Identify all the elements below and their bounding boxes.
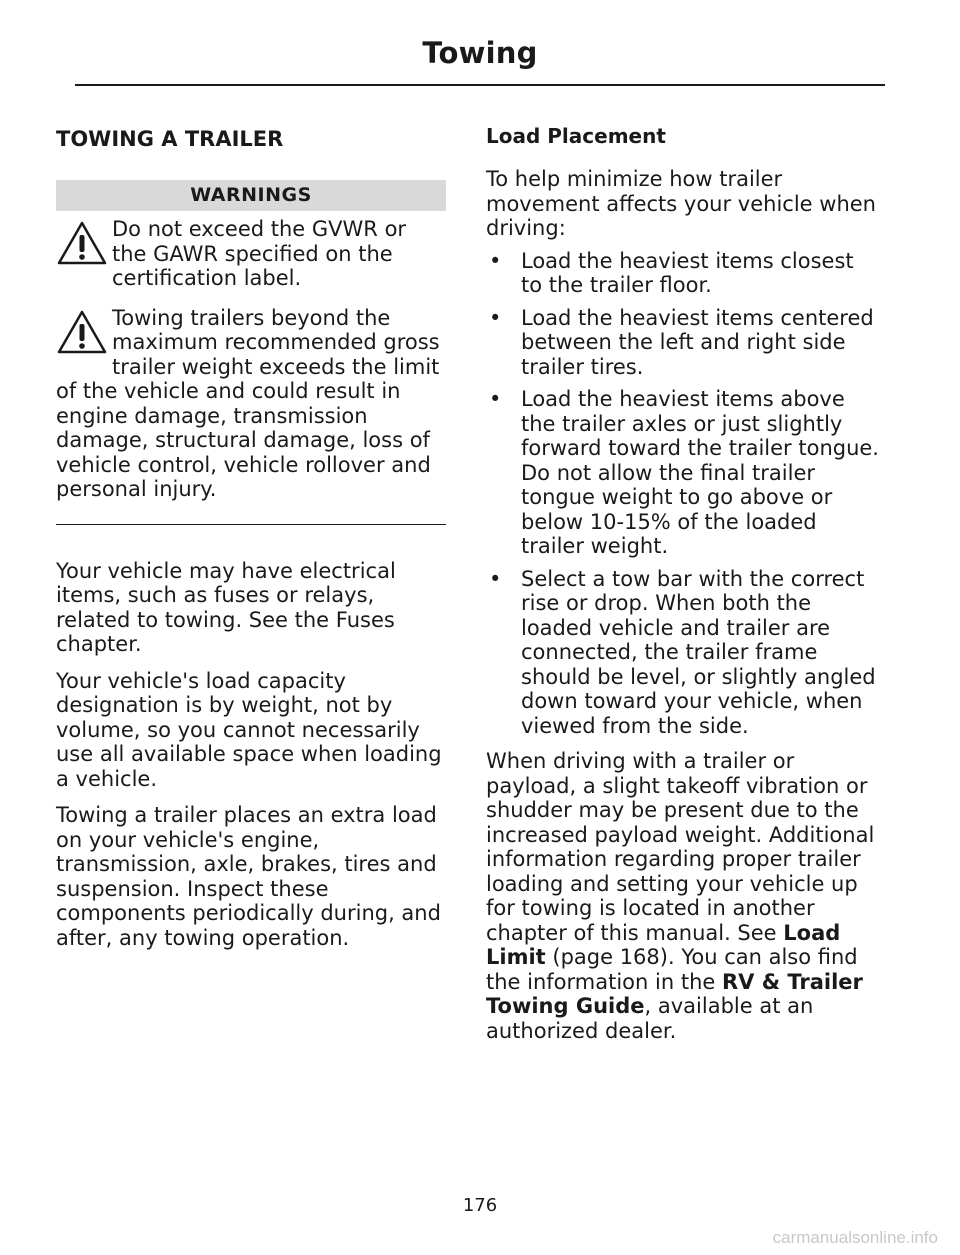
section-heading: TOWING A TRAILER	[56, 127, 284, 151]
list-item-text: Load the heaviest items closest to the trailer floor.	[521, 248, 854, 297]
list-item	[486, 249, 880, 298]
list-item-text: Select a tow bar with the correct rise or drop. When both the loaded vehicle and trailer are connected, the trailer frame should be level, or slightly angled down toward your vehicle, when viewed from the side.	[521, 566, 876, 738]
closing-paragraph	[486, 749, 880, 1043]
warning-text: Do not exceed the GVWR or the GAWR specified on the certification label.	[112, 217, 407, 290]
warning-item	[56, 306, 446, 502]
page-title: Towing	[422, 36, 538, 70]
warning-item	[56, 217, 446, 291]
watermark: carmanualsonline.info	[772, 1228, 938, 1247]
warning-triangle-icon	[56, 219, 108, 267]
placement-list	[486, 249, 880, 739]
closing-text: , available at an authorized dealer.	[486, 994, 814, 1043]
bullet-icon: •	[489, 305, 502, 330]
body-paragraph: Your vehicle's load capacity designation is by weight, not by volume, so you cannot necessarily use all available space when loading a vehicle.	[56, 668, 442, 791]
body-paragraph: Your vehicle may have electrical items, such as fuses or relays, related to towing. See the Fuses chapter.	[56, 558, 396, 656]
warning-text: Towing trailers beyond the maximum recommended gross trailer weight exceeds the limit of the vehicle and could result in engine damage, transmission damage, structural damage, loss of vehicle control, vehicle rollover and personal injury.	[56, 305, 440, 501]
body-paragraph: Towing a trailer places an extra load on your vehicle's engine, transmission, axle, brakes, tires and suspension. Inspect these components periodically during, and after, any towing operation.	[56, 803, 441, 950]
list-item	[486, 387, 880, 559]
list-item	[486, 306, 880, 380]
intro-paragraph: To help minimize how trailer movement affects your vehicle when driving:	[486, 167, 876, 240]
list-item	[486, 567, 880, 739]
load-limit-reference[interactable]: Load Limit	[486, 920, 841, 969]
list-item-text: Load the heaviest items centered between the left and right side trailer tires.	[521, 305, 874, 379]
right-column	[486, 120, 880, 1043]
bullet-icon: •	[489, 248, 502, 273]
warnings-banner: WARNINGS	[56, 180, 446, 211]
closing-text: When driving with a trailer or payload, a slight takeoff vibration or shudder may be present due to the increased payload weight. Additional information regarding proper trailer loading and setting your vehicle up for towing is located in another chapter of this manual. See	[486, 749, 875, 945]
header-divider	[75, 84, 885, 86]
rv-trailer-guide-reference[interactable]: RV & Trailer Towing Guide	[486, 969, 863, 1018]
warning-triangle-icon	[56, 308, 108, 356]
bullet-icon: •	[489, 387, 502, 411]
warnings-divider	[56, 524, 446, 525]
page-number: 176	[462, 1195, 498, 1216]
closing-text: (page 168). You can also find the information in the	[486, 945, 858, 994]
list-item-text: Load the heaviest items above the trailer axles or just slightly forward toward the trailer tongue. Do not allow the final trailer tongue weight to go above or below 10-15% of the loaded trailer weight.	[521, 387, 879, 558]
subsection-heading: Load Placement	[486, 124, 666, 148]
left-column	[56, 120, 446, 950]
bullet-icon: •	[489, 566, 502, 591]
